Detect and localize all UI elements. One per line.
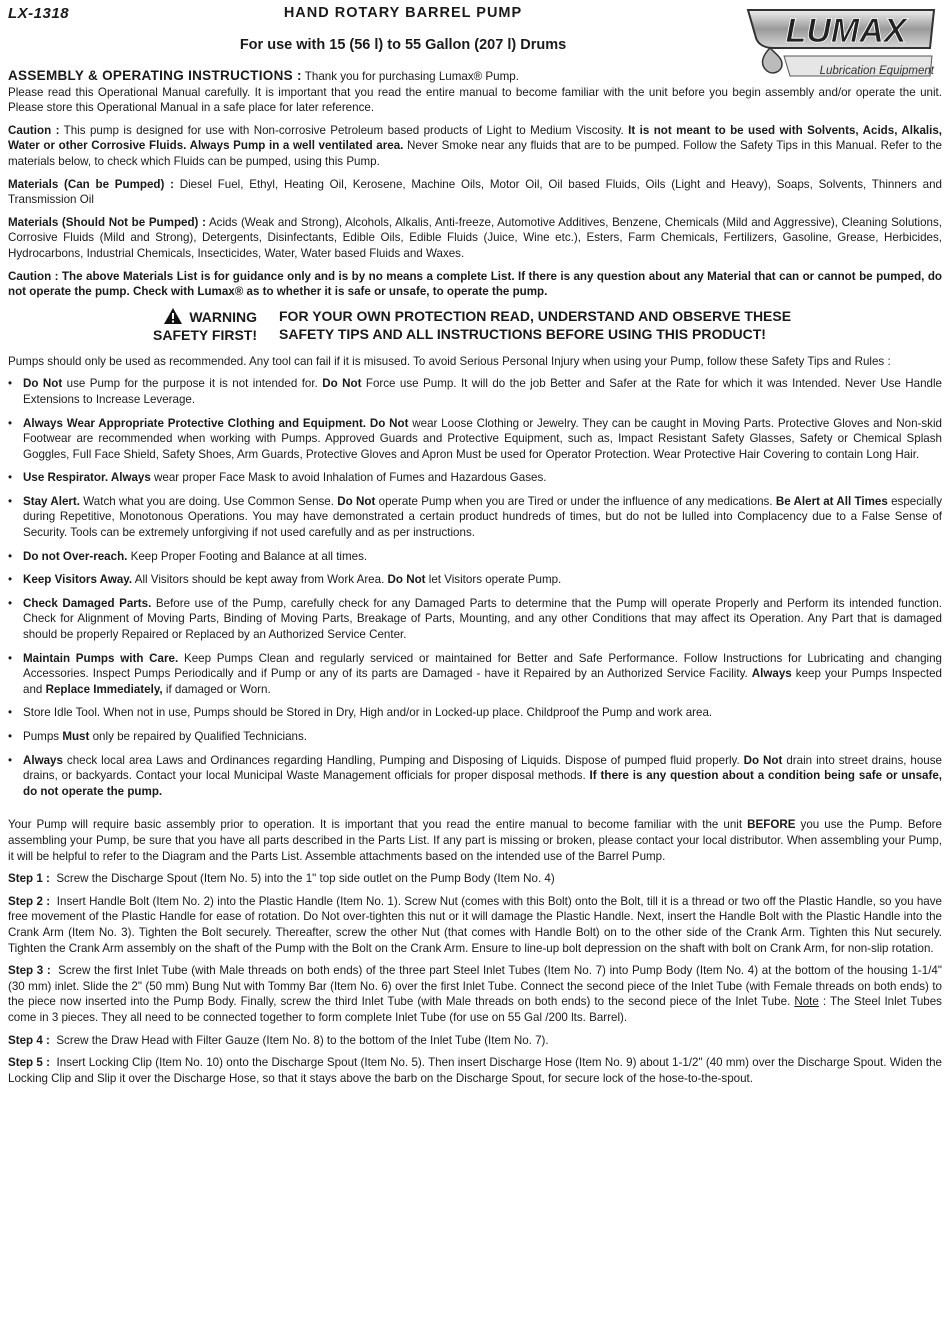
caution-text-2: Never Smoke near any fluids that are to be pumped. Follow the Safety Tips in this Manual. Refer to the materials below, to check which Fluids can be pumped, using this Pump. bbox=[8, 139, 942, 168]
list-item: • Store Idle Tool. When not in use, Pumps should be Stored in Dry, High and/or in Locked-up place. Childproof the Pump and work area. bbox=[8, 705, 942, 721]
caution-bold: It is not meant to be used with Solvents, Acids, Alkalis, Water or other Corrosive Fluids. Always Pump in a well ventilated area. bbox=[8, 123, 943, 153]
page-subtitle: For use with 15 (56 l) to 55 Gallon (207 l) Drums bbox=[239, 37, 567, 53]
materials-ok-label: Materials (Can be Pumped) : bbox=[8, 177, 174, 191]
intro-thanks: Thank you for purchasing Lumax® Pump. bbox=[304, 70, 519, 83]
safety-first-label: SAFETY FIRST! bbox=[153, 326, 257, 343]
list-item: • Always Wear Appropriate Protective Clothing and Equipment. Do Not wear Loose Clothing or Jewelry. They can be caught in Moving Parts. Protective Gloves and Non-skid Footwear are recommended when working with Pumps. Approved Guards and Protective Equipment, such as, Impact Resistant Safety Glasses, Safety or Chemical Splash Goggles, Full Face Shield, Safety Shoes, Arm Guards, Protective Gloves and Apron Must be used for Operator Protection. Wear Protective Hair Covering to contain Long Hair. bbox=[8, 416, 942, 463]
materials-no-label: Materials (Should Not be Pumped) : bbox=[8, 215, 206, 229]
caution-2-text: Caution : The above Materials List is for guidance only and is by no means a complete List. If there is any question about any Material that can or cannot be pumped, do not operate the pump. Check with Lumax® as to whether it is safe or unsafe, to operate the pump. bbox=[8, 269, 942, 299]
step-1: Step 1 : Screw the Discharge Spout (Item No. 5) into the 1" top side outlet on the Pump Body (Item No. 4) bbox=[8, 872, 555, 886]
list-item: • Do not Over-reach. Keep Proper Footing and Balance at all times. bbox=[8, 549, 942, 565]
warning-left bbox=[131, 307, 257, 344]
caution-2-paragraph bbox=[8, 269, 942, 300]
warning-right bbox=[279, 307, 819, 344]
manual-page bbox=[8, 6, 942, 1093]
list-item: • Check Damaged Parts. Before use of the Pump, carefully check for any Damaged Parts to determine that the Pump will operate Properly and Perform its intended function. Check for Alignment of Moving Parts, Binding of Moving Parts, Breakage of Parts, Mounting, and any other Conditions that may affect its Operation. Any Part that is damaged should be properly Repaired or Replaced by an Authorized Service Center. bbox=[8, 596, 942, 643]
logo-tagline: Lubrication Equipment bbox=[819, 65, 934, 77]
caution-text: This pump is designed for use with Non-corrosive Petroleum based products of Light to Medium Viscosity. bbox=[63, 123, 624, 137]
caution-label: Caution : bbox=[8, 123, 60, 137]
step-2: Step 2 : Insert Handle Bolt (Item No. 2) into the Plastic Handle (Item No. 1). Screw Nut (comes with this Bolt) onto the Bolt, till it is a thread or two off the Plastic Handle, so you have free movement of the Plastic Handle for ease of rotation. Do Not over-tighten this nut or it will damage the Plastic Handle. Next, insert the Handle Bolt with the Plastic Handle into the Crank Arm (Item No. 3). Tighten the Bolt securely. Thereafter, screw the other Nut (that comes with Handle Bolt) on to the other side of the Crank Arm. Tighten this Nut securely. Tighten the Crank Arm assembly on the shaft of the Pump with the Bolt on the Crank Arm. Ensure to line-up bolt depression on the shaft with bolt on Crank Arm, for non-slip rotation. bbox=[8, 894, 942, 955]
warning-block bbox=[8, 307, 942, 344]
step-5: Step 5 : Insert Locking Clip (Item No. 10) onto the Discharge Spout (Item No. 5). Then insert Discharge Hose (Item No. 9) about 1-1/2" (40 mm) over the Discharge Spout. Widen the Locking Clip and Slip it over the Discharge Hose, so that it stays above the barb on the Discharge Spout, for secure lock of the hose-to-the-spout. bbox=[8, 1056, 942, 1085]
materials-no-text: Acids (Weak and Strong), Alcohols, Alkalis, Anti-freeze, Automotive Additives, Benzene, Chemicals (Mild and Aggressive), Cleaning Solutions, Corrosive Fluids (Mild and Strong), Detergents, Disinfectants, Edible Oils, Edible Fluids (Juice, Wine etc.), Esters, Farm Chemicals, Fertilizers, Gasoline, Grease, Herbicides, Hydrocarbons, Industrial Chemicals, Insecticides, Water, Water based Fluids and Waxes. bbox=[8, 215, 942, 260]
materials-ok-paragraph bbox=[8, 177, 942, 208]
safety-tips-list bbox=[8, 376, 942, 799]
warning-line-1: FOR YOUR OWN PROTECTION READ, UNDERSTAND AND OBSERVE THESE bbox=[279, 307, 792, 324]
step-3: Step 3 : Screw the first Inlet Tube (with Male threads on both ends) of the three part Steel Inlet Tubes (Item No. 7) into Pump Body (Item No. 4) at the bottom of the housing 1-1/4" (30 mm) inlet. Slide the 2" (50 mm) Bung Nut with Tommy Bar (Item No. 6) over the first Inlet Tube. Connect the second piece of the Inlet Tube (with Female threads on both ends) to the piece now inserted into the Pump Body. Finally, screw the third Inlet Tube (with Male threads on both ends) to the second piece of the Inlet Tube. Note : The Steel Inlet Tubes come in 3 pieces. They all need to be connected together to form complete Inlet Tube (for use on 55 Gal /200 lts. Barrel). bbox=[8, 964, 942, 1024]
logo-wordmark: LUMAX bbox=[785, 12, 907, 50]
model-number: LX-1318 bbox=[8, 5, 70, 22]
assembly-paragraph: Your Pump will require basic assembly prior to operation. It is important that you read the entire manual to become familiar with the unit BEFORE you use the Pump. Before assembling your Pump, be sure that you have all parts described in the Parts List. If any part is missing or broken, please contact your local distributor. When assembling your Pump, it will be helpful to refer to the Diagram and the Parts List. Assemble attachments based on the intended use of the Barrel Pump. bbox=[8, 818, 942, 863]
list-item: • Always check local area Laws and Ordinances regarding Handling, Pumping and Disposing of Liquids. Dispose of pumped fluid properly. Do Not drain into street drains, house drains, or backyards. Contact your local Municipal Waste Management officials for proper disposal methods. If there is any question about a condition being safe or unsafe, do not operate the pump. bbox=[8, 753, 942, 800]
warning-icon bbox=[163, 307, 183, 325]
list-item: • Use Respirator. Always wear proper Face Mask to avoid Inhalation of Fumes and Hazardous Gases. bbox=[8, 470, 942, 486]
materials-no-paragraph bbox=[8, 215, 942, 262]
safety-intro: Pumps should only be used as recommended. Any tool can fail if it is misused. To avoid Serious Personal Injury when using your Pump, follow these Safety Tips and Rules : bbox=[8, 354, 891, 368]
warning-line-2: SAFETY TIPS AND ALL INSTRUCTIONS BEFORE USING THIS PRODUCT! bbox=[279, 325, 766, 342]
caution-paragraph bbox=[8, 123, 942, 170]
list-item: • Keep Visitors Away. All Visitors should be kept away from Work Area. Do Not let Visitors operate Pump. bbox=[8, 572, 942, 588]
page-title: HAND ROTARY BARREL PUMP bbox=[283, 5, 523, 21]
materials-ok-text: Diesel Fuel, Ethyl, Heating Oil, Kerosene, Machine Oils, Motor Oil, Oil based Fluids, Oils (Light and Heavy), Soaps, Solvents, Thinners and Transmission Oil bbox=[8, 177, 942, 207]
list-item: • Pumps Must only be repaired by Qualified Technicians. bbox=[8, 729, 942, 745]
step-4: Step 4 : Screw the Draw Head with Filter Gauze (Item No. 8) to the bottom of the Inlet Tube (Item No. 7). bbox=[8, 1033, 549, 1047]
intro-text: Please read this Operational Manual carefully. It is important that you read the entire manual to become familiar with the unit before you begin assembly and/or operate the unit. Please store this Operational Manual in a safe place for later reference. bbox=[8, 85, 942, 115]
list-item: • Maintain Pumps with Care. Keep Pumps Clean and regularly serviced or maintained for Better and Safe Performance. Follow Instructions for Lubricating and changing Accessories. Inspect Pumps Periodically and if Pump or any of its parts are Damaged - have it Repaired by an Authorized Service Facility. Always keep your Pumps Inspected and Replace Immediately, if damaged or Worn. bbox=[8, 651, 942, 698]
assembly-heading: ASSEMBLY & OPERATING INSTRUCTIONS : bbox=[8, 68, 302, 83]
warning-label: WARNING bbox=[189, 308, 257, 325]
list-item: • Do Not use Pump for the purpose it is not intended for. Do Not Force use Pump. It will do the job Better and Safer at the Rate for which it was Intended. Never Use Handle Extensions to Increase Leverage. bbox=[8, 376, 942, 407]
list-item: • Stay Alert. Watch what you are doing. Use Common Sense. Do Not operate Pump when you are Tired or under the influence of any medications. Be Alert at All Times especially during Repetitive, Monotonous Operations. You may have demonstrated a certain product hundreds of times, but do not be lulled into Complacency due to a False Sense of Security. Tools can be extremely unforgiving if not used carefully and as per instructions. bbox=[8, 494, 942, 541]
